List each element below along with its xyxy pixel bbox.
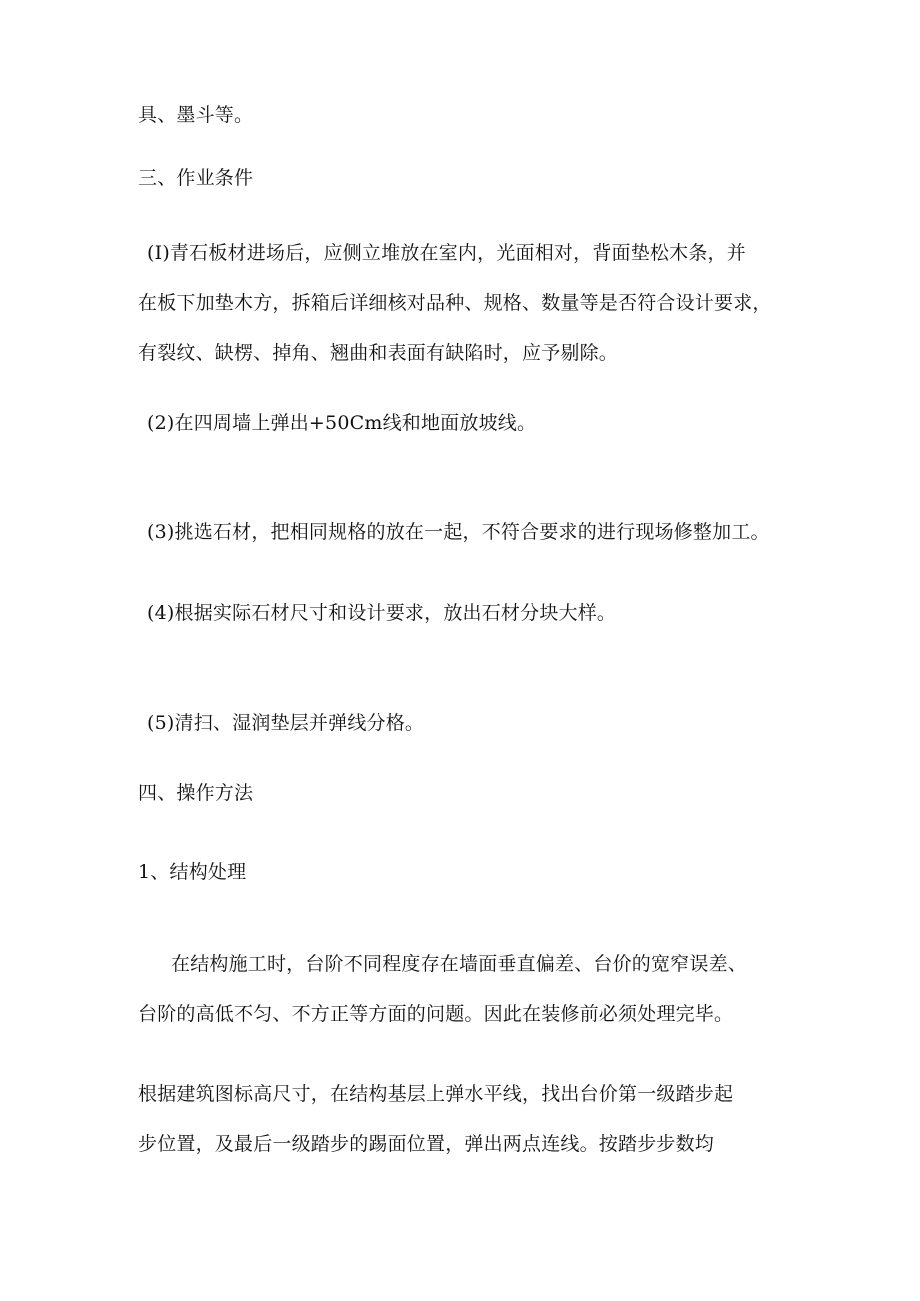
item-1-line-2: 在板下加垫木方，拆箱后详细核对品种、规格、数量等是否符合设计要求，: [138, 292, 772, 314]
item-4: (4)根据实际石材尺寸和设计要求，放出石材分块大样。: [147, 602, 617, 624]
paragraph-1-line-1: 在结构施工时，台阶不同程度存在墙面垂直偏差、台价的宽窄误差、: [171, 953, 748, 975]
item-1-line-3: 有裂纹、缺楞、掉角、翘曲和表面有缺陷时，应予剔除。: [138, 342, 619, 364]
subsection-heading-structure-treatment: 1、结构处理: [138, 861, 247, 883]
text-line-tools: 具、墨斗等。: [138, 104, 254, 126]
section-heading-operation-method: 四、操作方法: [138, 782, 254, 804]
paragraph-2-line-2: 步位置，及最后一级踏步的踢面位置，弹出两点连线。按踏步步数均: [138, 1133, 715, 1155]
item-3: (3)挑选石材，把相同规格的放在一起，不符合要求的进行现场修整加工。: [147, 521, 770, 543]
item-2: (2)在四周墙上弹出+50Cm线和地面放坡线。: [147, 412, 537, 434]
paragraph-1-line-2: 台阶的高低不匀、不方正等方面的问题。因此在装修前必须处理完毕。: [138, 1003, 734, 1025]
item-1-line-1: (I)青石板材进场后，应侧立堆放在室内，光面相对，背面垫松木条，并: [147, 242, 746, 264]
item-5: (5)清扫、湿润垫层并弹线分格。: [147, 712, 425, 734]
paragraph-2-line-1: 根据建筑图标高尺寸，在结构基层上弹水平线，找出台价第一级踏步起: [138, 1083, 734, 1105]
section-heading-work-conditions: 三、作业条件: [138, 167, 254, 189]
